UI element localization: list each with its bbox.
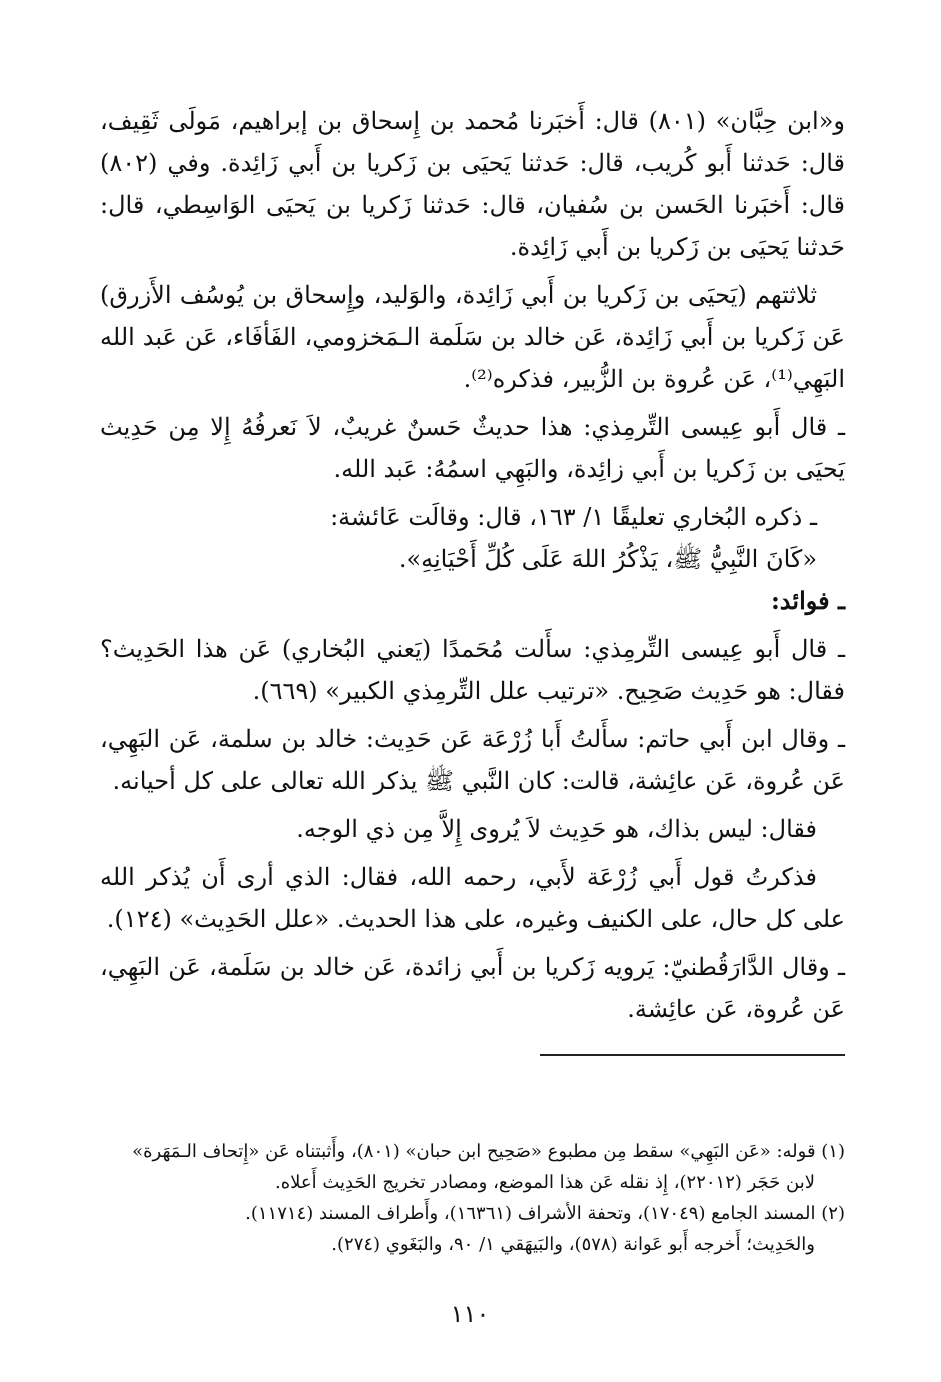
footnotes (100, 1136, 845, 1260)
footnote-divider (540, 1054, 845, 1056)
paragraph-tirmidhi-ilal: ـ قال أَبو عِيسى التِّرمِذي: سأَلت مُحَمدًا (يَعني البُخاري) عَن هذا الحَدِيث؟ فقال: هو حَدِيث صَحِيح. «ترتيب علل التِّرمِذي الكبير» (٦٦٩). (100, 635, 845, 705)
main-text (100, 100, 845, 1030)
footnote-1: (١) قوله: «عَن البَهِي» سقط مِن مطبوع «صَحِيح ابن حبان» (٨٠١)، وأَثبتناه عَن «إِتحاف الـمَهَرة» (132, 1141, 845, 1162)
paragraph-daraqutni: ـ وقال الدَّارَقُطنيّ: يَرويه زَكريا بن أَبي زائدة، عَن خالد بن سَلَمة، عَن البَهِي، عَن عُروة، عَن عائِشة. (100, 953, 846, 1023)
paragraph-abu-zura-reply: فقال: ليس بذاك، هو حَدِيث لاَ يُروى إِلاَّ مِن ذي الوجه. (296, 815, 817, 843)
footnote-1-continuation: لابن حَجَر (٢٢٠١٢)، إِذ نقله عَن هذا الموضع، ومصادر تخريج الحَدِيث أَعلاه. (275, 1172, 815, 1193)
paragraph-bukhari-taliq: ـ ذكره البُخاري تعليقًا ١/ ١٦٣، قال: وقالَت عَائشة: (330, 503, 817, 531)
section-heading-fawaid: ـ فوائد: (770, 586, 845, 615)
paragraph-chain: ثلاثتهم (يَحيَى بن زَكريا بن أَبي زَائِدة، والوَليد، وإِسحاق بن يُوسُف الأَزرق) عَن زَكريا بن أَبي زَائِدة، عَن خالد بن سَلَمة الـمَخزومي، الفَأفَاء، عَن عَبد الله البَهِي⁽¹⁾، عَن عُروة بن الزُّبير، فذكره⁽²⁾. (100, 281, 845, 393)
footnote-2-continuation: والحَدِيث؛ أَخرجه أَبو عَوانة (٥٧٨)، والبَيهَقي ١/ ٩٠، والبَغَوي (٢٧٤). (331, 1234, 815, 1255)
page-number: ١١٠ (450, 1300, 490, 1328)
paragraph-hadith-text: «كَانَ النَّبِيُّ ﷺ، يَذْكُرُ اللهَ عَلَى كُلِّ أَحْيَانِهِ». (398, 545, 817, 573)
paragraph-ibn-hibban: و«ابن حِبَّان» (٨٠١) قال: أَخبَرنا مُحمد بن إِسحاق بن إبراهيم، مَولَى ثَقِيف، قال: حَدثنا أَبو كُريب، قال: حَدثنا يَحيَى بن زَكريا بن أَبي زَائِدة. وفي (٨٠٢) قال: أَخبَرنا الحَسن بن سُفيان، قال: حَدثنا زَكريا بن يَحيَى الوَاسِطي، قال: حَدثنا يَحيَى بن زَكريا بن أَبي زَائِدة. (100, 107, 845, 261)
paragraph-father-reply: فذكرتُ قول أَبي زُرْعَة لأَبي، رحمه الله، فقال: الذي أرى أَن يُذكر الله على كل حال، على الكنيف وغيره، على هذا الحديث. «علل الحَدِيث» (١٢٤). (100, 863, 845, 933)
paragraph-ibn-abi-hatim: ـ وقال ابن أَبي حاتم: سأَلتُ أَبا زُرْعَة عَن حَدِيث: خالد بن سلمة، عَن البَهِي، عَن عُروة، عَن عائِشة، قالت: كان النَّبي ﷺ يذكر الله تعالى على كل أحيانه. (100, 725, 845, 795)
footnote-2: (٢) المسند الجامع (١٧٠٤٩)، وتحفة الأشراف (١٦٣٦١)، وأَطراف المسند (١١٧١٤). (245, 1203, 845, 1224)
paragraph-tirmidhi-grading: ـ قال أَبو عِيسى التِّرمِذي: هذا حديثٌ حَسنٌ غريبٌ، لاَ نَعرفُهُ إِلا مِن حَدِيث يَحيَى بن زَكريا بن أَبي زائِدة، والبَهِي اسمُهُ: عَبد الله. (100, 413, 845, 483)
